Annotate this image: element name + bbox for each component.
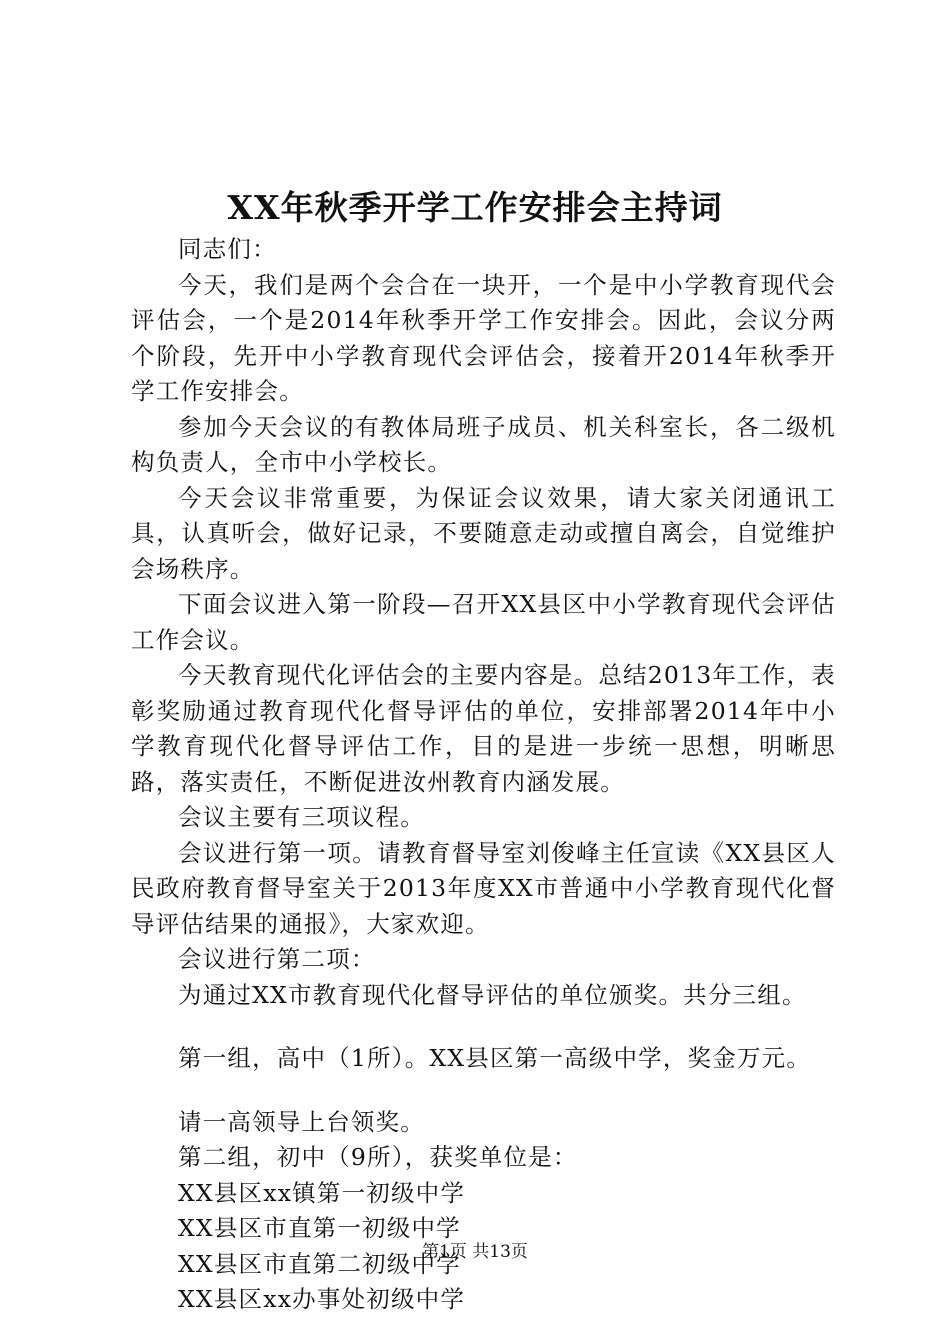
document-title: XX年秋季开学工作安排会主持词 — [227, 188, 723, 227]
spacer — [131, 1077, 836, 1105]
paragraph-stage-one: 下面会议进入第一阶段—召开XX县区中小学教育现代会评估工作会议。 — [131, 590, 836, 654]
paragraph-awards: 为通过XX市教育现代化督导评估的单位颁奖。共分三组。 — [178, 980, 807, 1009]
document-body — [131, 232, 836, 1318]
paragraph-greeting: 同志们： — [178, 235, 277, 263]
paragraph-attendees: 参加今天会议的有教体局班子成员、机关科室长，各二级机构负责人，全市中小学校长。 — [131, 412, 836, 476]
paragraph-agenda: 会议主要有三项议程。 — [178, 803, 425, 831]
paragraph-discipline: 今天会议非常重要，为保证会议效果，请大家关闭通讯工具，认真听会，做好记录，不要随意走动或擅自离会，自觉维护会场秩序。 — [131, 483, 836, 583]
paragraph-item-one: 会议进行第一项。请教育督导室刘俊峰主任宣读《XX县区人民政府教育督导室关于2013年度XX市普通中小学教育现代化督导评估结果的通报》，大家欢迎。 — [131, 838, 836, 938]
spacer — [131, 1013, 836, 1041]
paragraph-invite: 请一高领导上台领奖。 — [178, 1107, 425, 1136]
paragraph-item-two: 会议进行第二项： — [178, 945, 376, 973]
paragraph-group-two: 第二组，初中（9所），获奖单位是： — [178, 1143, 578, 1171]
list-item-school: XX县区市直第一初级中学 — [178, 1214, 461, 1242]
list-item-school: XX县区xx办事处初级中学 — [178, 1285, 466, 1313]
paragraph-intro: 今天，我们是两个会合在一块开，一个是中小学教育现代会评估会，一个是2014年秋季开学工作安排会。因此，会议分两个阶段，先开中小学教育现代会评估会，接着开2014年秋季开学工作安排会。 — [131, 270, 836, 405]
list-item-school: XX县区市直第二初级中学 — [178, 1249, 461, 1278]
paragraph-group-one: 第一组，高中（1所）。XX县区第一高级中学，奖金万元。 — [178, 1044, 812, 1072]
paragraph-content: 今天教育现代化评估会的主要内容是。总结2013年工作，表彰奖励通过教育现代化督导评估的单位，安排部署2014年中小学教育现代化督导评估工作，目的是进一步统一思想，明晰思路，落实责任，不断促进汝州教育内涵发展。 — [131, 661, 836, 796]
list-item-school: XX县区xx镇第一初级中学 — [178, 1178, 466, 1207]
page-footer: 第1页 共13页 — [422, 1242, 528, 1262]
